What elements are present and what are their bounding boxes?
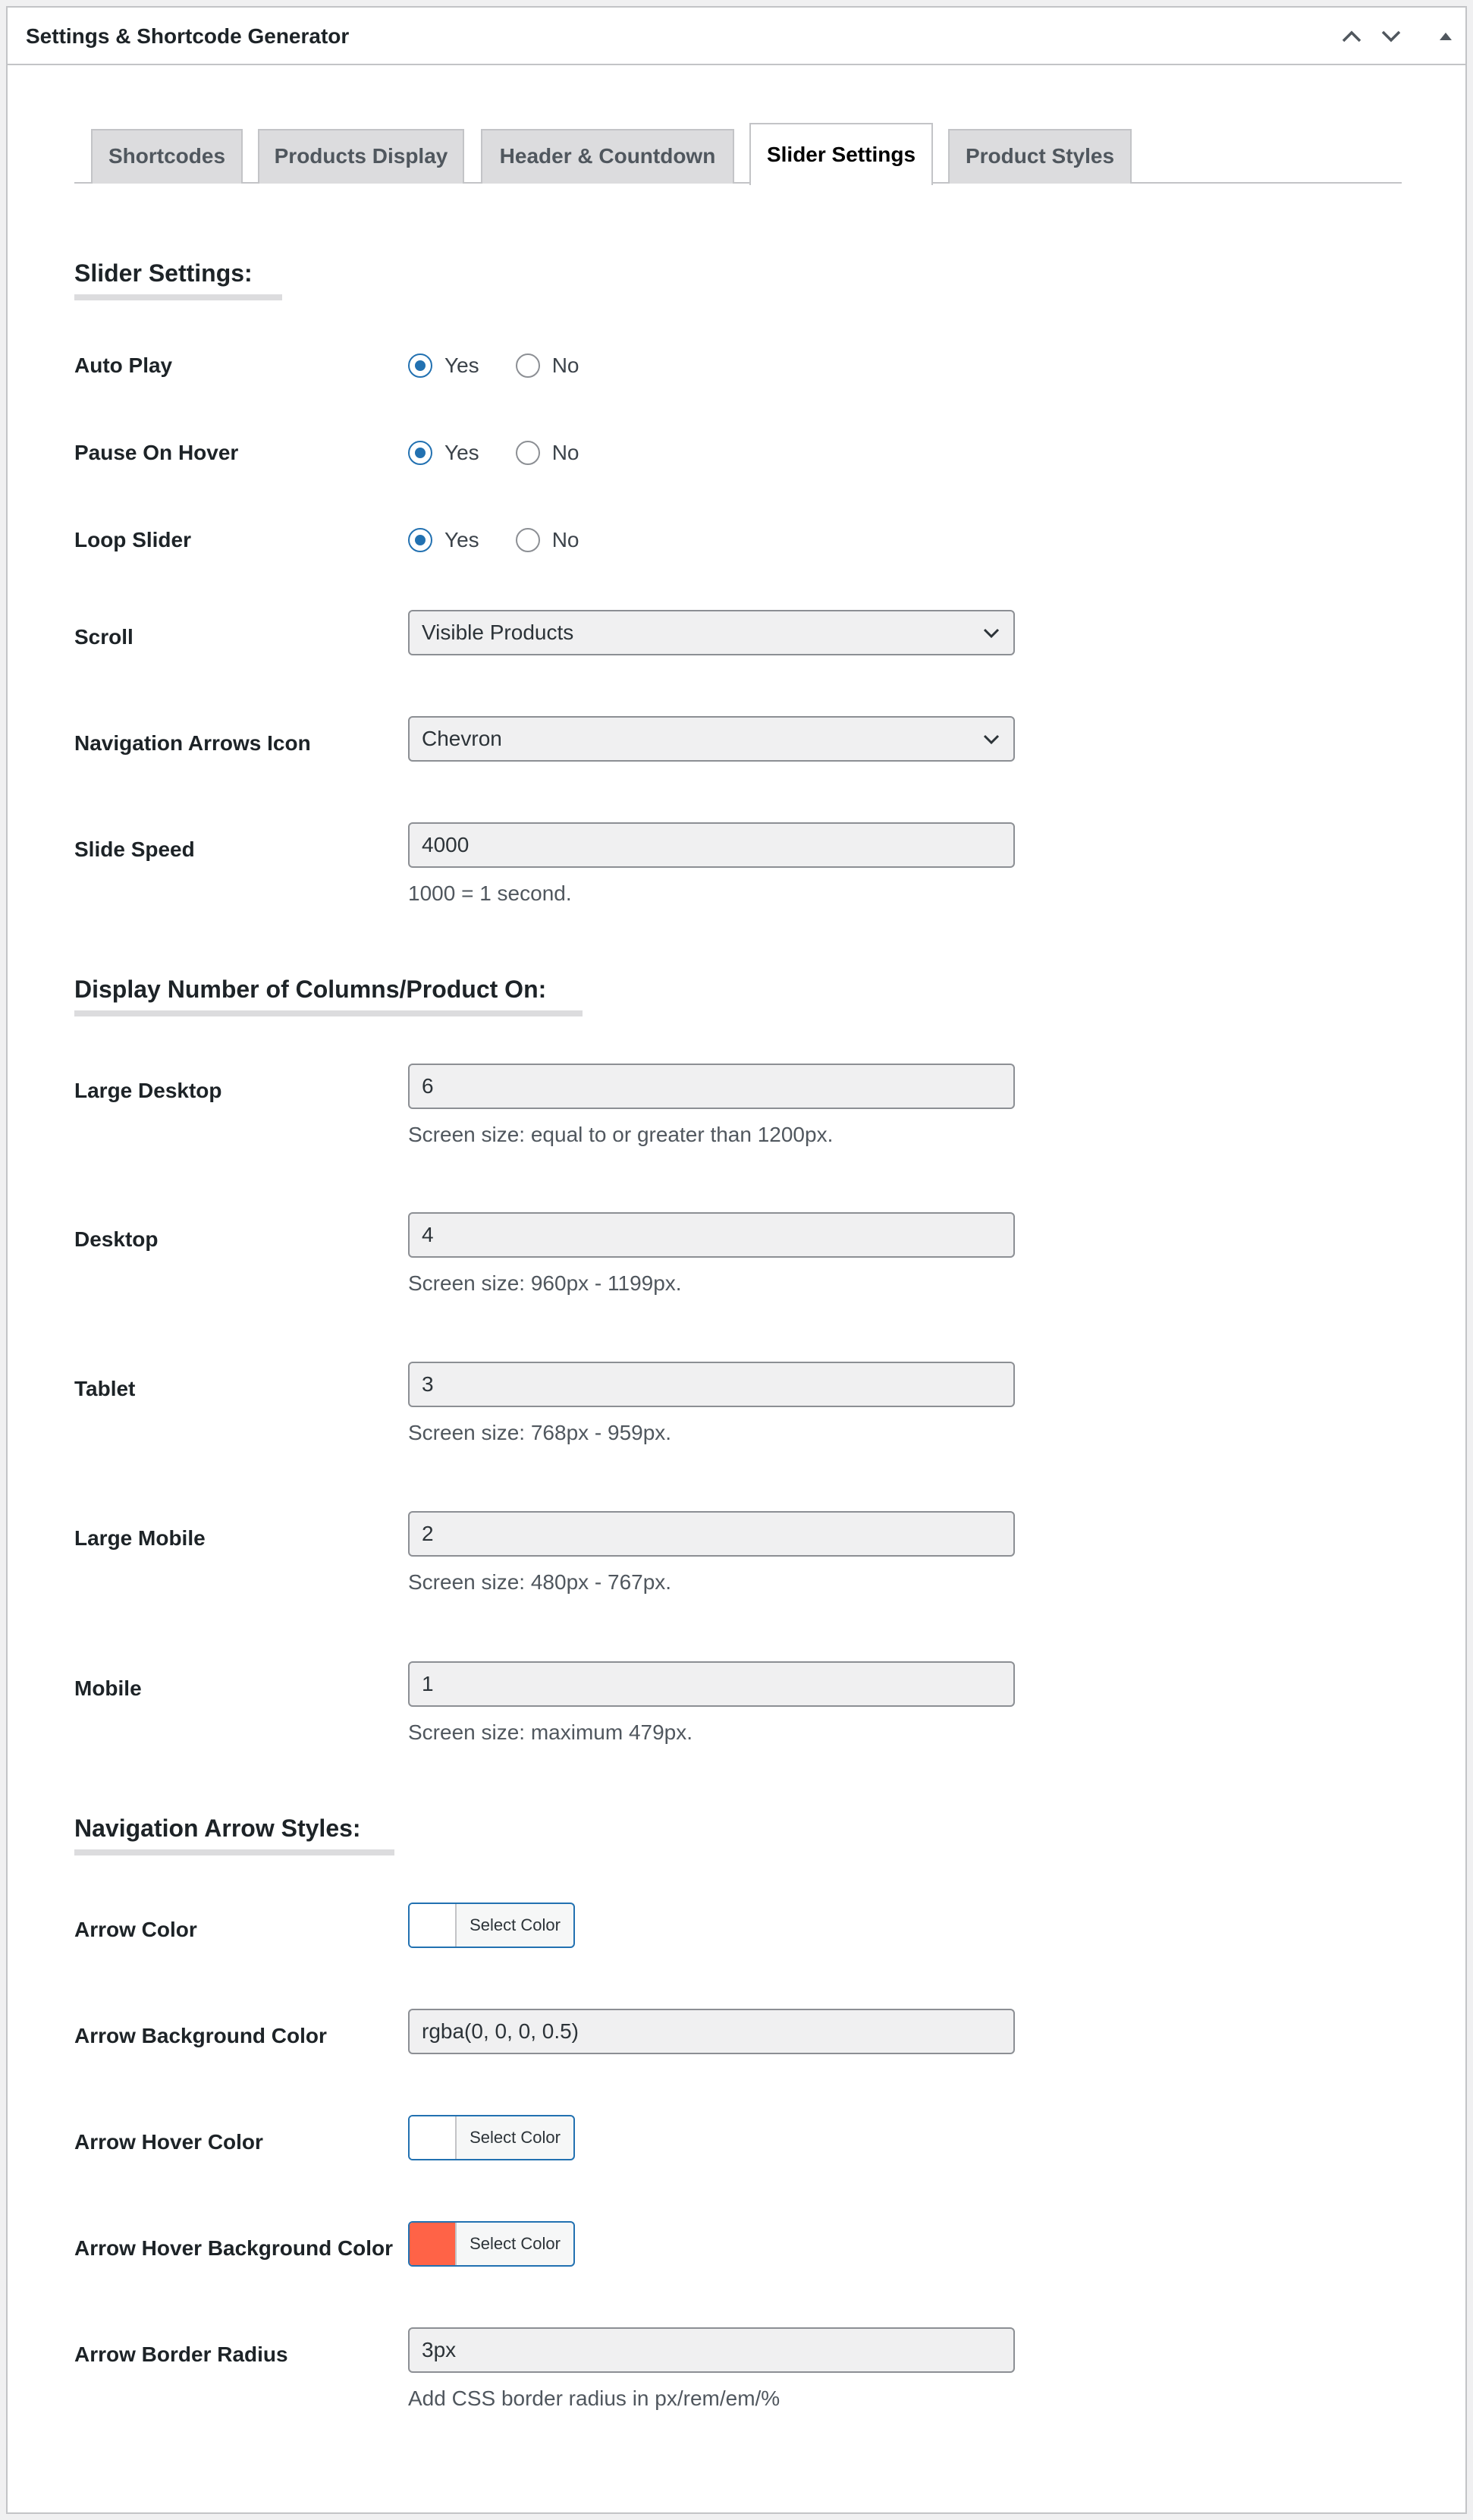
radio-label: No (551, 441, 579, 464)
loop-slider-radio-group (408, 525, 615, 555)
chevron-down-icon (1380, 30, 1402, 43)
auto-play-no-option[interactable] (516, 353, 579, 378)
large-mobile-hint: Screen size: 480px - 767px. (408, 1570, 672, 1594)
pause-on-hover-yes-radio[interactable] (408, 441, 432, 465)
color-swatch (410, 2116, 457, 2159)
arrow-bg-color-label: Arrow Background Color (74, 2024, 327, 2047)
loop-slider-no-option[interactable] (516, 528, 579, 552)
heading-underline (74, 294, 282, 300)
loop-slider-yes-radio[interactable] (408, 528, 432, 552)
heading-underline (74, 1849, 394, 1855)
arrow-border-radius-hint: Add CSS border radius in px/rem/em/% (408, 2386, 780, 2410)
slider-settings-title: Slider Settings: (74, 259, 253, 287)
color-swatch (410, 2223, 457, 2265)
auto-play-label: Auto Play (74, 353, 173, 377)
chevron-up-icon (1341, 30, 1362, 43)
slide-speed-input[interactable]: 4000 (408, 822, 1015, 868)
scroll-select[interactable] (408, 610, 1015, 655)
radio-label: No (551, 353, 579, 377)
loop-slider-label: Loop Slider (74, 528, 191, 551)
auto-play-yes-radio[interactable] (408, 353, 432, 378)
tab-header-countdown[interactable]: Header & Countdown (481, 129, 734, 184)
slider-settings-heading (74, 259, 253, 288)
radio-label: No (551, 528, 579, 551)
nav-arrows-icon-label: Navigation Arrows Icon (74, 731, 311, 755)
arrow-styles-heading (74, 1815, 361, 1843)
loop-slider-no-radio[interactable] (516, 528, 540, 552)
loop-slider-yes-option[interactable] (408, 528, 479, 552)
tab-slider-settings[interactable]: Slider Settings (749, 123, 933, 185)
arrow-styles-title: Navigation Arrow Styles: (74, 1815, 361, 1842)
select-color-label: Select Color (470, 1915, 561, 1934)
tablet-label: Tablet (74, 1377, 136, 1400)
arrow-border-radius-label: Arrow Border Radius (74, 2342, 288, 2366)
auto-play-radio-group (408, 350, 615, 381)
arrow-hover-bg-color-picker-button[interactable] (408, 2221, 575, 2267)
chevron-down-icon (981, 728, 1001, 749)
tab-bar (74, 121, 1402, 184)
nav-arrows-icon-select[interactable] (408, 716, 1015, 762)
mobile-label: Mobile (74, 1676, 142, 1700)
auto-play-yes-option[interactable] (408, 353, 479, 378)
large-mobile-input[interactable]: 2 (408, 1511, 1015, 1557)
triangle-up-icon (1438, 31, 1453, 42)
move-up-button[interactable] (1336, 21, 1367, 52)
scroll-select-value: Visible Products (422, 621, 574, 644)
slide-speed-hint: 1000 = 1 second. (408, 881, 572, 905)
arrow-bg-color-input[interactable]: rgba(0, 0, 0, 0.5) (408, 2009, 1015, 2054)
arrow-hover-bg-color-label: Arrow Hover Background Color (74, 2236, 394, 2260)
large-desktop-hint: Screen size: equal to or greater than 1200px. (408, 1123, 834, 1146)
desktop-label: Desktop (74, 1227, 159, 1251)
columns-heading (74, 976, 546, 1004)
radio-label: Yes (444, 528, 479, 551)
columns-title: Display Number of Columns/Product On: (74, 976, 547, 1003)
pause-on-hover-no-option[interactable] (516, 441, 579, 465)
desktop-input[interactable]: 4 (408, 1212, 1015, 1258)
settings-panel (6, 6, 1467, 2514)
large-desktop-label: Large Desktop (74, 1079, 222, 1102)
nav-arrows-icon-select-value: Chevron (422, 727, 502, 750)
tab-product-styles[interactable]: Product Styles (948, 129, 1132, 184)
pause-on-hover-yes-option[interactable] (408, 441, 479, 465)
arrow-hover-color-picker-button[interactable] (408, 2115, 575, 2160)
select-color-label: Select Color (470, 2128, 561, 2147)
scroll-label: Scroll (74, 625, 133, 649)
arrow-color-picker-button[interactable] (408, 1903, 575, 1948)
arrow-border-radius-input[interactable]: 3px (408, 2327, 1015, 2373)
chevron-down-icon (981, 622, 1001, 643)
heading-underline (74, 1010, 583, 1016)
auto-play-no-radio[interactable] (516, 353, 540, 378)
radio-label: Yes (444, 441, 479, 464)
move-down-button[interactable] (1376, 21, 1406, 52)
tab-shortcodes[interactable]: Shortcodes (91, 129, 243, 184)
desktop-hint: Screen size: 960px - 1199px. (408, 1271, 682, 1295)
panel-title: Settings & Shortcode Generator (26, 24, 350, 48)
color-swatch (410, 1904, 457, 1947)
pause-on-hover-no-radio[interactable] (516, 441, 540, 465)
mobile-input[interactable]: 1 (408, 1661, 1015, 1707)
pause-on-hover-label: Pause On Hover (74, 441, 239, 464)
mobile-hint: Screen size: maximum 479px. (408, 1720, 693, 1744)
tab-products-display[interactable]: Products Display (258, 129, 464, 184)
slide-speed-label: Slide Speed (74, 837, 195, 861)
pause-on-hover-radio-group (408, 438, 615, 468)
tablet-hint: Screen size: 768px - 959px. (408, 1421, 672, 1444)
large-mobile-label: Large Mobile (74, 1526, 206, 1550)
toggle-panel-button[interactable] (1431, 21, 1461, 52)
panel-header (8, 8, 1465, 65)
large-desktop-input[interactable]: 6 (408, 1064, 1015, 1109)
arrow-color-label: Arrow Color (74, 1918, 197, 1941)
tablet-input[interactable]: 3 (408, 1362, 1015, 1407)
arrow-hover-color-label: Arrow Hover Color (74, 2130, 263, 2154)
select-color-label: Select Color (470, 2234, 561, 2253)
radio-label: Yes (444, 353, 479, 377)
